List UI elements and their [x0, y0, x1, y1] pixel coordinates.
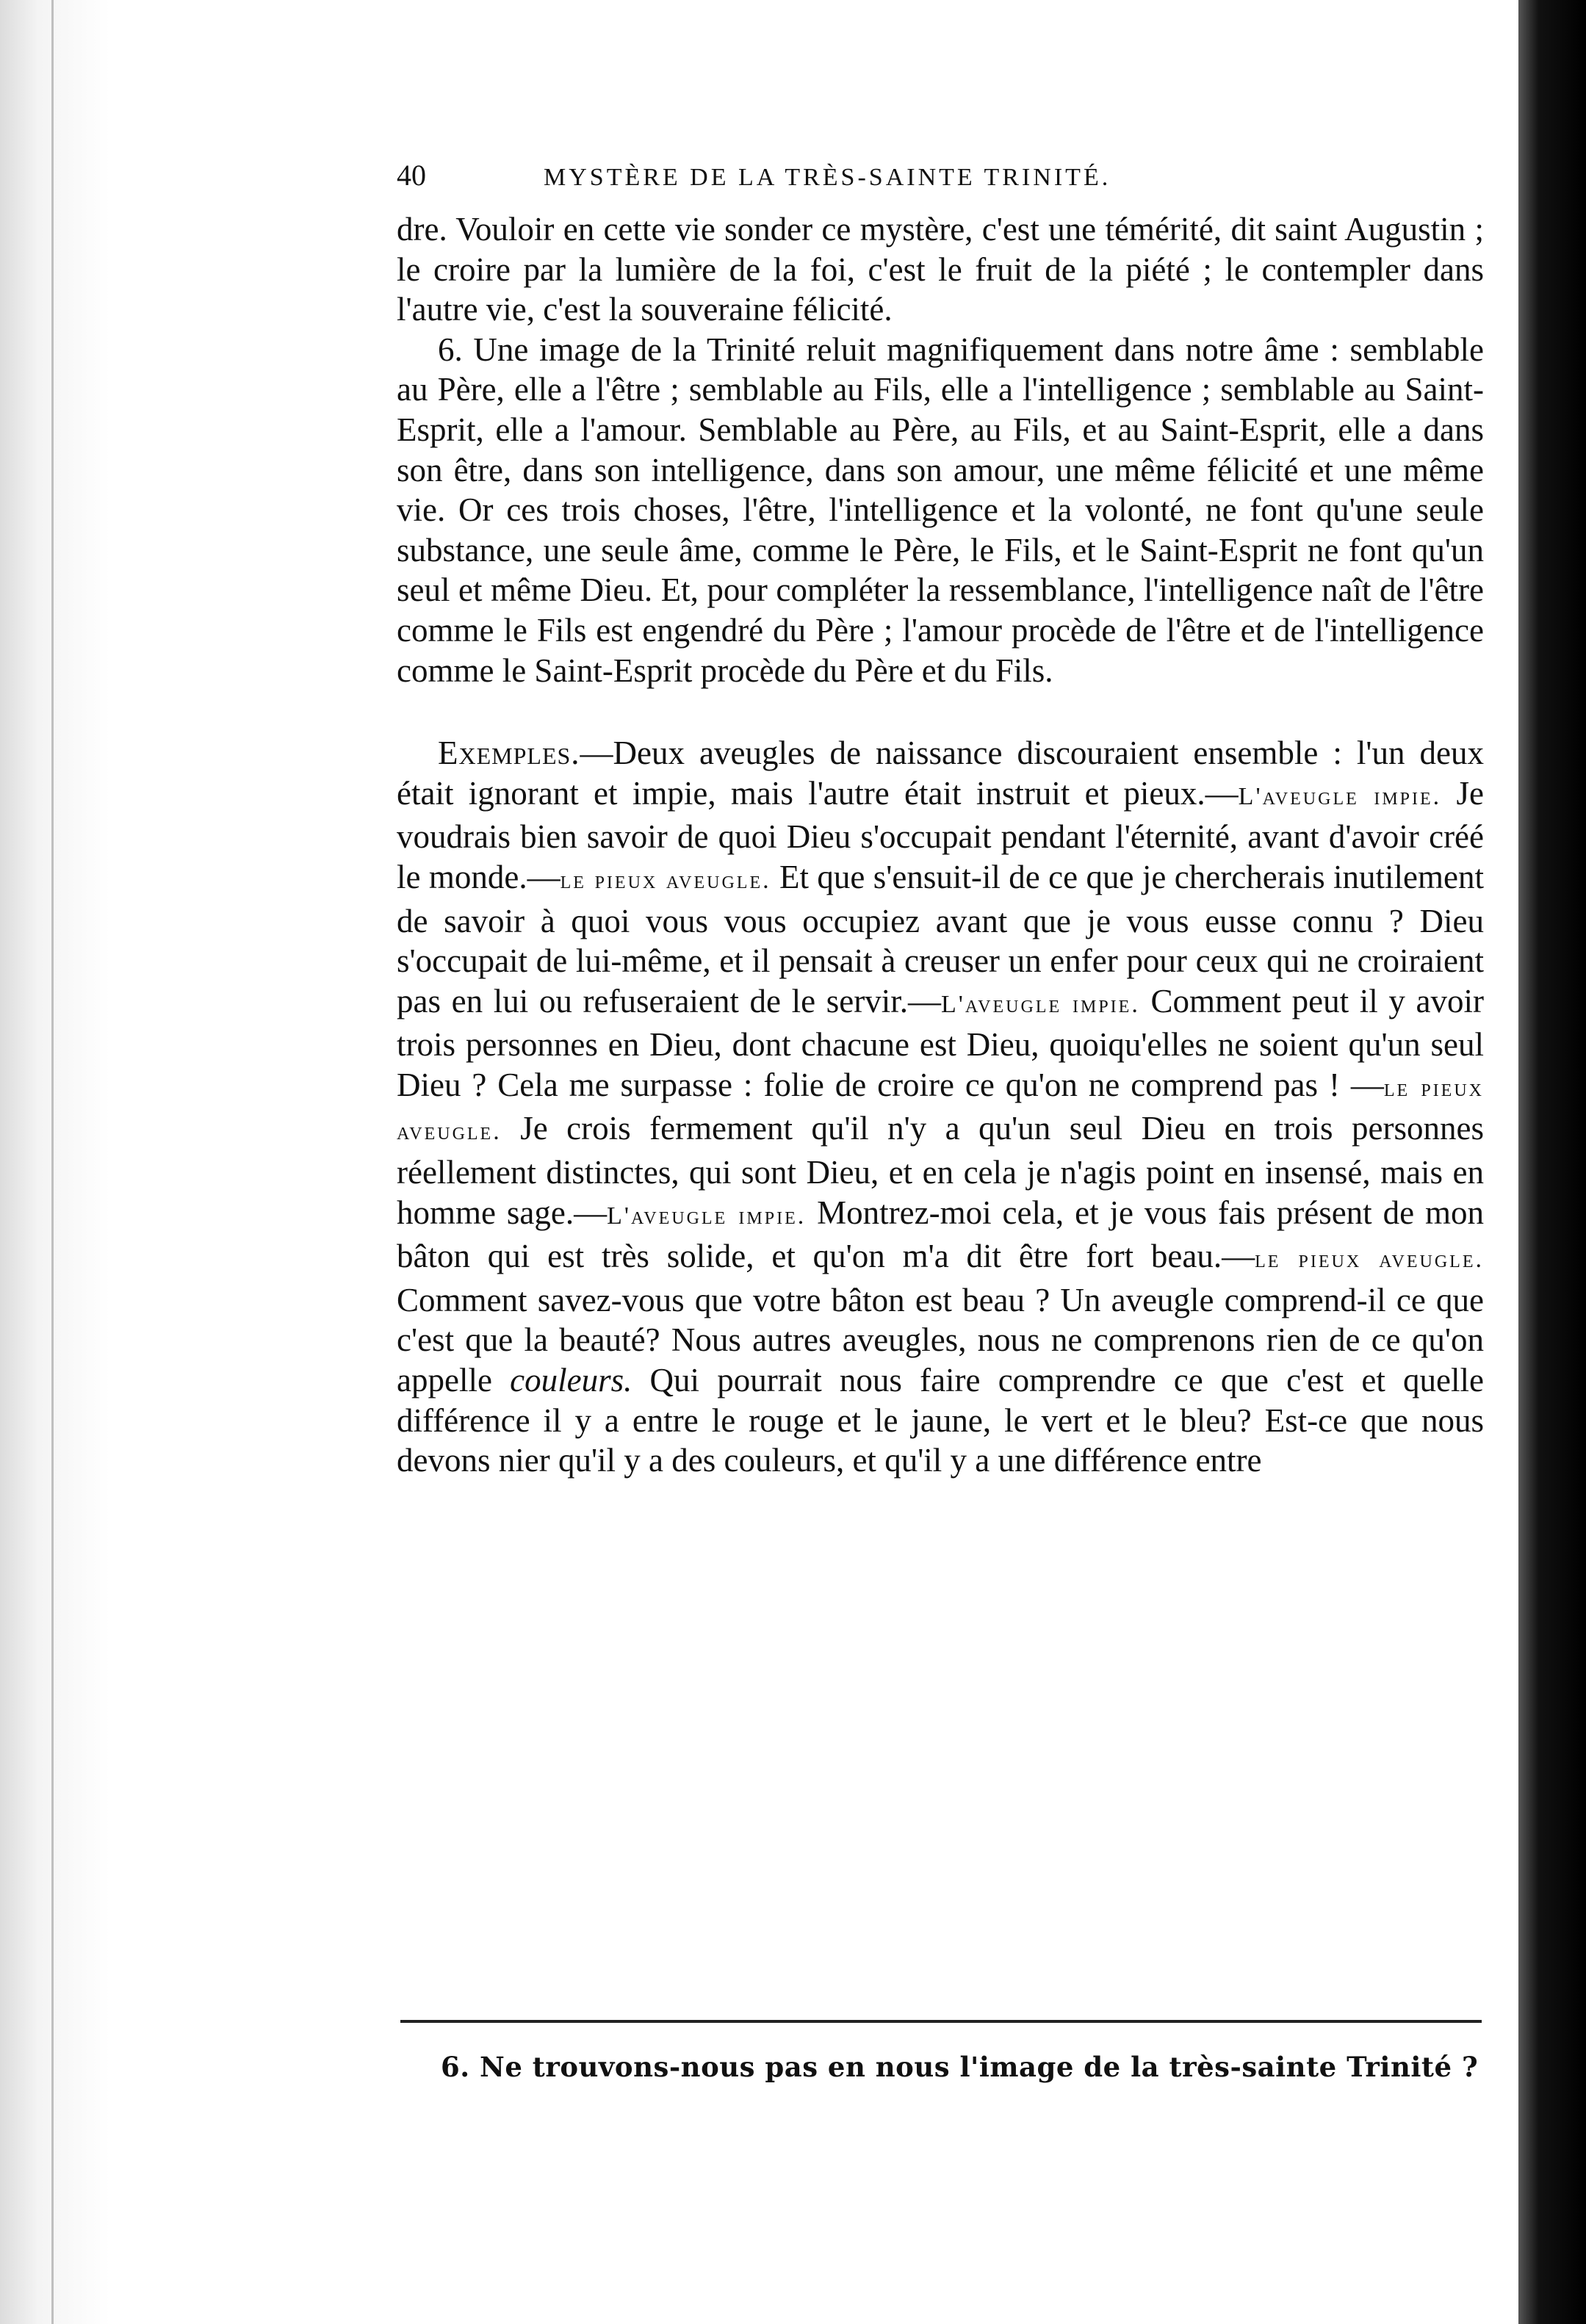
running-title: MYSTÈRE DE LA TRÈS-SAINTE TRINITÉ.: [544, 164, 1111, 191]
footnote-rule: [400, 2020, 1482, 2023]
speaker-pieux-3: le pieux aveugle.: [1255, 1246, 1484, 1274]
exemples-text-3: Et que s'ensuit-il de ce que je chercherais inutilement de savoir à quoi vous vous occupiez avant que je vous eusse connu ? Dieu s'occupait de lui-même, et il pensait à creuser un enfer pour ceux qui ne croiraient pas en lui ou refuseraient de le servir.—: [397, 858, 1485, 1020]
exemples-text-2: Je voudrais bien savoir de quoi Dieu s'occupait pendant l'éternité, avant d'avoir créé le monde.—: [397, 774, 1484, 895]
exemples-section: [397, 733, 1484, 1481]
exemples-text-6: Montrez-moi cela, et je vous fais présent de mon bâton qui est très solide, et qu'on m'a dit être fort beau.—: [397, 1194, 1484, 1275]
paragraph-continuation: dre. Vouloir en cette vie sonder ce mystère, c'est une témérité, dit saint Augustin ; le croire par la lumière de la foi, c'est le fruit de la piété ; le contempler dans l'autre vie, c'est la souveraine félicité.: [397, 211, 1484, 328]
scan-binding-edge: [0, 0, 110, 2324]
speaker-impie-2: L'aveugle impie.: [941, 990, 1140, 1018]
speaker-impie-1: L'aveugle impie.: [1238, 782, 1442, 810]
page-number: 40: [397, 159, 426, 192]
italic-word-couleurs: couleurs.: [510, 1362, 632, 1399]
exemples-heading: Exemples.: [438, 735, 580, 772]
running-header: [397, 158, 1484, 209]
speaker-pieux-1: le pieux aveugle.: [560, 866, 771, 894]
exemples-paragraph: [397, 733, 1484, 1481]
exemples-text-1: —Deux aveugles de naissance discouraient ensemble : l'un deux était ignorant et impie, mais l'autre était instruit et pieux.—: [397, 735, 1484, 812]
body-text: [397, 209, 1484, 1481]
speaker-impie-3: L'aveugle impie.: [607, 1202, 807, 1230]
paragraph-6: 6. Une image de la Trinité reluit magnifiquement dans notre âme : semblable au Père, elle a l'être ; semblable au Fils, elle a l'intelligence ; semblable au Saint-Esprit, elle a l'amour. Semblable au Père, au Fils, et au Saint-Esprit, elle a dans son être, dans son intelligence, dans son amour, une même félicité et une même vie. Or ces trois choses, l'être, l'intelligence et la volonté, ne font qu'une seule substance, une seule âme, comme le Père, le Fils, et le Saint-Esprit ne font qu'un seul et même Dieu. Et, pour compléter la ressemblance, l'intelligence naît de l'être comme le Fils est engendré du Père ; l'amour procède de l'être et de l'intelligence comme le Saint-Esprit procède du Père et du Fils.: [397, 331, 1484, 689]
exemples-text-7: Comment savez-vous que votre bâton est beau ? Un aveugle comprend-il ce que c'est que la beauté? Nous autres aveugles, nous ne comprenons rien de ce qu'on appelle: [397, 1281, 1484, 1399]
speaker-pieux-2: le pieux aveugle.: [397, 1074, 1484, 1146]
book-page: [397, 158, 1484, 1481]
exemples-text-5: Je crois fermement qu'il n'y a qu'un seul Dieu en trois personnes réellement distinctes, qui sont Dieu, et en cela je n'agis point en insensé, mais en homme sage.—: [397, 1110, 1484, 1231]
footnote-question: 6. Ne trouvons-nous pas en nous l'image de la très-sainte Trinité ?: [441, 2051, 1479, 2083]
exemples-text-4: Comment peut il y avoir trois personnes en Dieu, dont chacune est Dieu, quoiqu'elles ne soient qu'un seul Dieu ? Cela me surpasse : folie de croire ce qu'on ne comprend pas ! —: [397, 982, 1484, 1103]
scan-dark-border: [1518, 0, 1586, 2324]
exemples-text-8: Qui pourrait nous faire comprendre ce que c'est et quelle différence il y a entre le rouge et le jaune, le vert et le bleu? Est-ce que nous devons nier qu'il y a des couleurs, et qu'il y a une différence entre: [397, 1362, 1484, 1479]
